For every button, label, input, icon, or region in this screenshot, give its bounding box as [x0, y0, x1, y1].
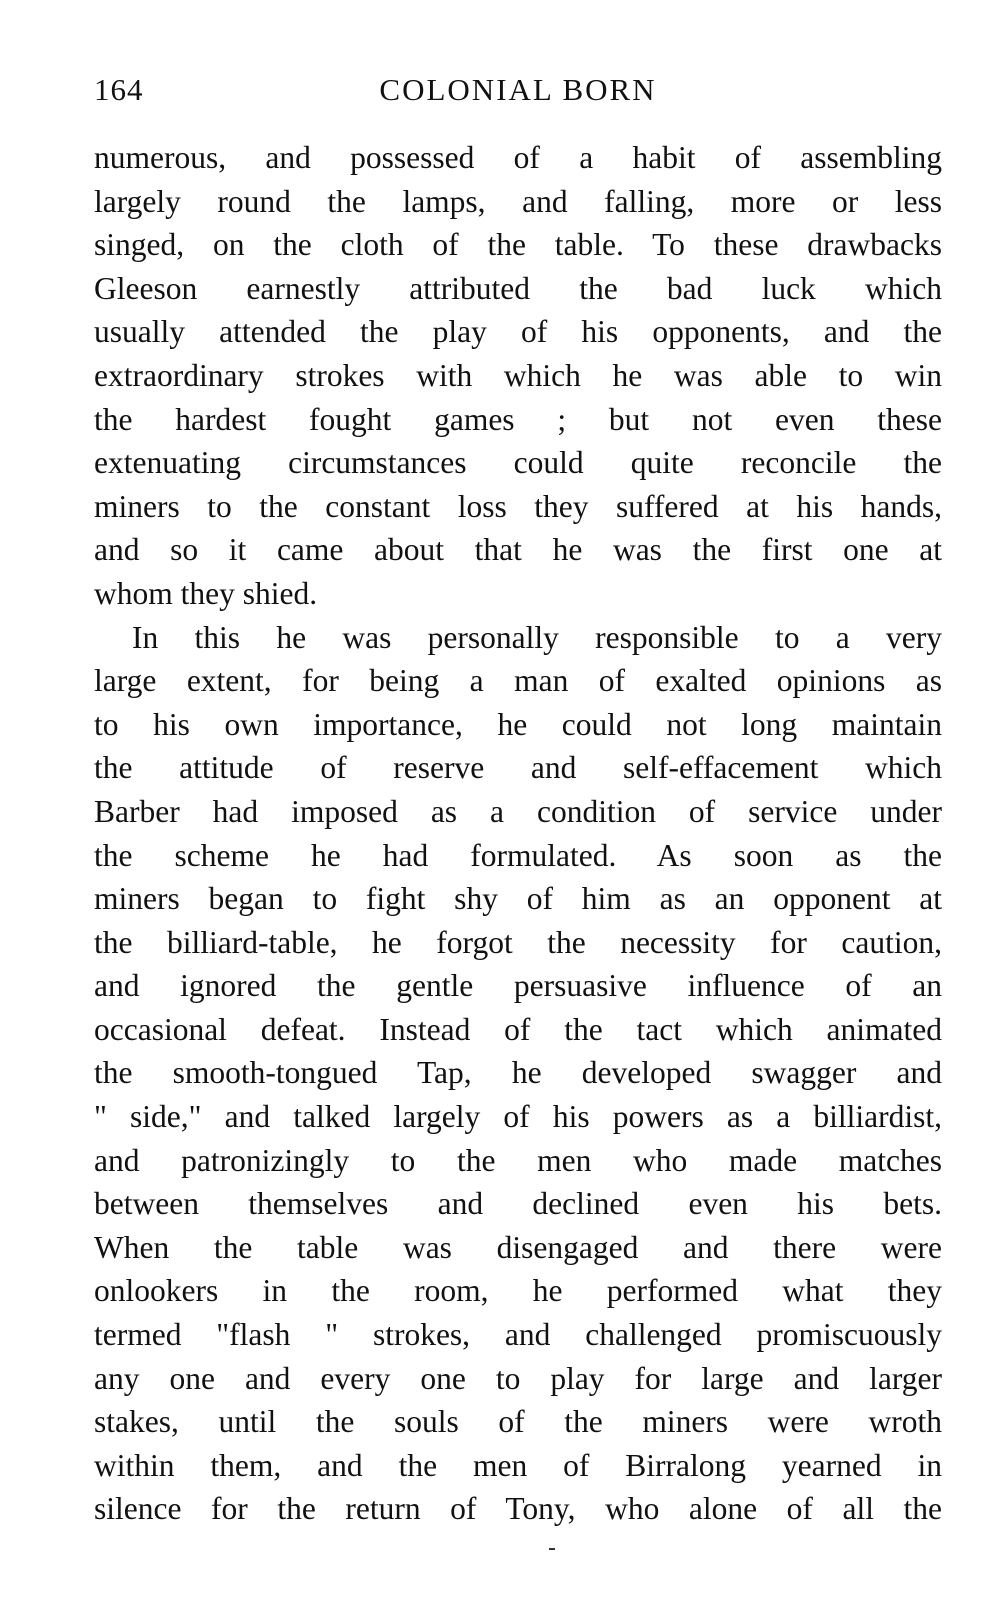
- text-line: termed "flash " strokes, and challenged promiscuously: [94, 1317, 942, 1353]
- text-line: miners to the constant loss they suffered at his hands,: [94, 488, 942, 524]
- text-line: Gleeson earnestly attributed the bad luck which: [94, 270, 942, 306]
- text-line: whom they shied.: [94, 575, 318, 611]
- page-body: [94, 136, 942, 1531]
- text-line: numerous, and possessed of a habit of assembling: [94, 140, 942, 175]
- text-line: onlookers in the room, he performed what they: [94, 1273, 942, 1309]
- text-line: stakes, until the souls of the miners were wroth: [94, 1404, 942, 1440]
- text-line: singed, on the cloth of the table. To these drawbacks: [94, 227, 942, 263]
- signature-mark: [549, 1548, 555, 1550]
- text-line: between themselves and declined even his bets.: [94, 1186, 942, 1222]
- text-line: usually attended the play of his opponents, and the: [94, 314, 942, 350]
- text-line: In this he was personally responsible to a very: [132, 619, 942, 655]
- running-title: COLONIAL BORN: [379, 72, 657, 107]
- paragraph-1: [94, 136, 942, 616]
- text-line: the scheme he had formulated. As soon as the: [94, 837, 942, 873]
- text-line: extraordinary strokes with which he was able to win: [94, 357, 942, 393]
- text-line: to his own importance, he could not long maintain: [94, 706, 942, 742]
- text-line: and patronizingly to the men who made matches: [94, 1142, 942, 1178]
- page-number: 164: [94, 72, 144, 107]
- text-line: silence for the return of Tony, who alone of all the: [94, 1491, 942, 1527]
- text-line: within them, and the men of Birralong yearned in: [94, 1447, 942, 1483]
- paragraph-2: [94, 616, 942, 1531]
- text-line: When the table was disengaged and there were: [94, 1229, 942, 1265]
- text-line: occasional defeat. Instead of the tact which animated: [94, 1011, 942, 1047]
- text-line: large extent, for being a man of exalted opinions as: [94, 663, 942, 699]
- text-line: the billiard-table, he forgot the necessity for caution,: [94, 924, 942, 960]
- text-line: miners began to fight shy of him as an opponent at: [94, 881, 942, 917]
- text-line: any one and every one to play for large and larger: [94, 1360, 942, 1396]
- page-header: [94, 72, 942, 120]
- text-line: the hardest fought games ; but not even these: [94, 401, 942, 437]
- text-line: Barber had imposed as a condition of service under: [94, 793, 942, 829]
- text-line: and so it came about that he was the first one at: [94, 532, 942, 568]
- text-line: " side," and talked largely of his powers as a billiardist,: [94, 1099, 942, 1135]
- text-line: the attitude of reserve and self-effacement which: [94, 750, 942, 786]
- text-line: largely round the lamps, and falling, more or less: [94, 183, 942, 219]
- text-line: extenuating circumstances could quite reconcile the: [94, 445, 942, 481]
- text-line: the smooth-tongued Tap, he developed swagger and: [94, 1055, 942, 1091]
- text-line: and ignored the gentle persuasive influence of an: [94, 968, 942, 1004]
